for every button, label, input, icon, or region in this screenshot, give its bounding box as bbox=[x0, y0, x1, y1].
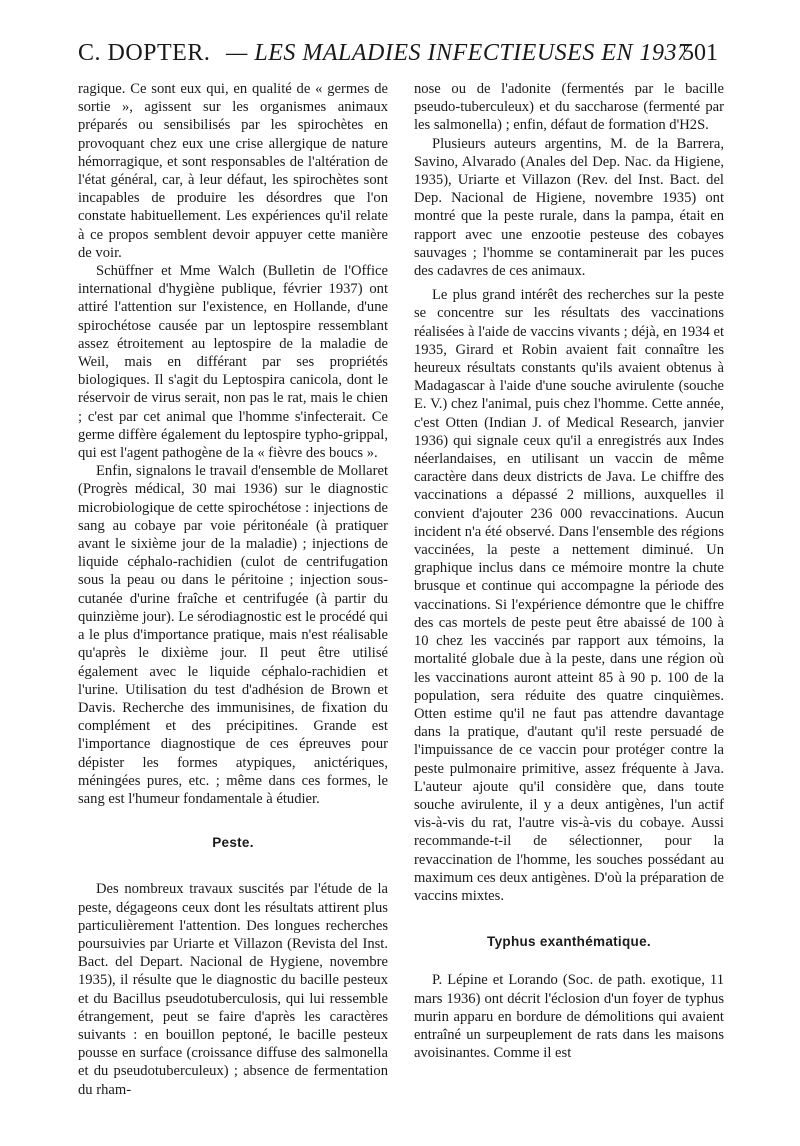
paragraph: P. Lépine et Lorando (Soc. de path. exotique, 11 mars 1936) ont décrit l'éclosion d'un foyer de typhus murin apparu en bordure de démolitions qui avaient entraîné un surpeuplement de rats dans les maisons avoisinantes. Comme il est bbox=[414, 972, 724, 1062]
right-column bbox=[414, 80, 724, 1062]
paragraph: nose ou de l'adonite (fermentés par le bacille pseudo-tuberculeux) et du saccharose (fermenté par les salmonella) ; enfin, défaut de formation d'H2S. bbox=[414, 81, 724, 134]
page-header bbox=[78, 40, 718, 74]
paragraph: Enfin, signalons le travail d'ensemble de Mollaret (Progrès médical, 30 mai 1936) sur le diagnostic microbiologique de cette spirochétose : injections de sang au cobaye par voie péritonéale (à pratiquer avant le sixième jour de la maladie) ; injections de liquide céphalo-rachidien (culot de centrifugation sous la peau ou dans le péritoine ; injection sous-cutanée d'urine fraîche et centrifugée (à partir du quinzième jour). Le sérodiagnostic est le procédé qui a le plus d'importance pratique, mais n'est réalisable qu'après le dixième jour. Il peut être utilisé également avec le liquide céphalo-rachidien et l'urine. Utilisation du test d'adhésion de Brown et Davis. Recherche des immunisines, de fixation du complément et des précipitines. Grande est l'importance diagnostique de ces épreuves pour dépister les formes atypiques, anictériques, méningées pures, etc. ; même dans ces formes, le sang est l'humeur fondamentale à étudier. bbox=[78, 463, 388, 807]
left-column bbox=[78, 80, 388, 1099]
page-number: 501 bbox=[682, 40, 718, 66]
section-heading-typhus: Typhus exanthématique. bbox=[487, 934, 651, 950]
paragraph: Le plus grand intérêt des recherches sur la peste se concentre sur les résultats des vaccinations réalisées à l'aide de vaccins vivants ; déjà, en 1934 et 1935, Girard et Robin avaient fait connaître les heureux résultats constants qu'ils avaient obtenus à Madagascar à l'aide d'une souche avirulente (souche E. V.) chez l'animal, puis chez l'homme. Cette année, c'est Otten (Indian J. of Medical Research, janvier 1936) qui signale ceux qu'il a enregistrés aux Indes néerlandaises, en utilisant un vaccin de même caractère dans deux districts de Java. Le chiffre des vaccinations a dépassé 2 millions, auxquelles il convient d'ajouter 236 000 revaccinations. Aucun incident n'a été observé. Dans l'ensemble des régions vaccinées, la peste a nettement diminué. Un graphique inclus dans ce mémoire montre la chute brusque et continue qui accompagne la période des vaccinations. Si l'expérience démontre que le chiffre des cas mortels de peste peut être abaissé de 100 à 10 chez les vaccinés par rapport aux témoins, la mortalité globale due à la peste, dans une région où les vaccinations auront atteint 85 à 90 p. 100 de la population, sera réduite des quatre cinquièmes. Otten estime qu'il ne faut pas attendre davantage dans la pratique, d'autant qu'il reste persuadé de l'impuissance de ce vaccin pour protéger contre la peste pulmonaire primitive, assez fréquente à Java. L'auteur ajoute qu'il considère que, dans toute souche avirulente, il y a deux antigènes, l'un actif vis-à-vis du rat, l'autre vis-à-vis du cobaye. Aussi recommande-t-il de sélectionner, pour la revaccination de l'homme, les souches possédant au maximum ces deux antigènes. D'où la préparation de vaccins mixtes. bbox=[414, 287, 724, 904]
paragraph: Schüffner et Mme Walch (Bulletin de l'Office international d'hygiène publique, février 1937) ont attiré l'attention sur l'existence, en Hollande, d'une spirochétose causée par un leptospire ressemblant assez étroitement au leptospire de la maladie de Weil, mais en différant par ses propriétés biologiques. Il s'agit du Leptospira canicola, dont le réservoir de virus serait, non pas le rat, mais le chien ; c'est par cet animal que l'homme s'infecterait. Ce germe diffère également du leptospire typho-grippal, qui est l'agent pathogène de la « fièvre des boucs ». bbox=[78, 263, 388, 462]
paragraph: ragique. Ce sont eux qui, en qualité de « germes de sortie », agissent sur les organismes animaux préparés ou sensibilisés par les spirochètes en provoquant chez eux une crise allergique de nature hémorragique, et sont responsables de l'altération de l'état général, car, à leur défaut, les spirochètes sont incapables de produire les désordres que l'on constate habituellement. Les expériences qu'il relate à ce propos semblent devoir appuyer cette manière de voir. bbox=[78, 81, 388, 261]
paragraph: Plusieurs auteurs argentins, M. de la Barrera, Savino, Alvarado (Anales del Dep. Nac. da Higiene, 1935), Uriarte et Villazon (Rev. del Inst. Bact. del Dep. Nacional de Higiene, novembre 1935) ont montré que la peste rurale, dans la pampa, était en rapport avec une enzootie pesteuse des cobayes sauvages ; l'homme se contaminerait par les puces des cadavres de ces animaux. bbox=[414, 135, 724, 280]
section-heading-peste: Peste. bbox=[212, 835, 254, 851]
running-head-title: — LES MALADIES INFECTIEUSES EN 1937 bbox=[226, 40, 690, 66]
running-head-author: C. DOPTER. bbox=[78, 40, 211, 66]
paragraph: Des nombreux travaux suscités par l'étude de la peste, dégageons ceux dont les résultats attirent plus particulièrement l'attention. Des longues recherches poursuivies par Uriarte et Villazon (Revista del Inst. Bact. del Depart. Nacional de Hygiene, novembre 1935), il résulte que le diagnostic du bacille pesteux et du Bacillus pseudotuberculosis, qui lui ressemble étrangement, peut se faire d'après les caractères suivants : en bouillon peptoné, le bacille pesteux pousse en surface (croissance diffuse des salmonella et du pseudotuberculeux) ; absence de fermentation du rham- bbox=[78, 881, 388, 1098]
